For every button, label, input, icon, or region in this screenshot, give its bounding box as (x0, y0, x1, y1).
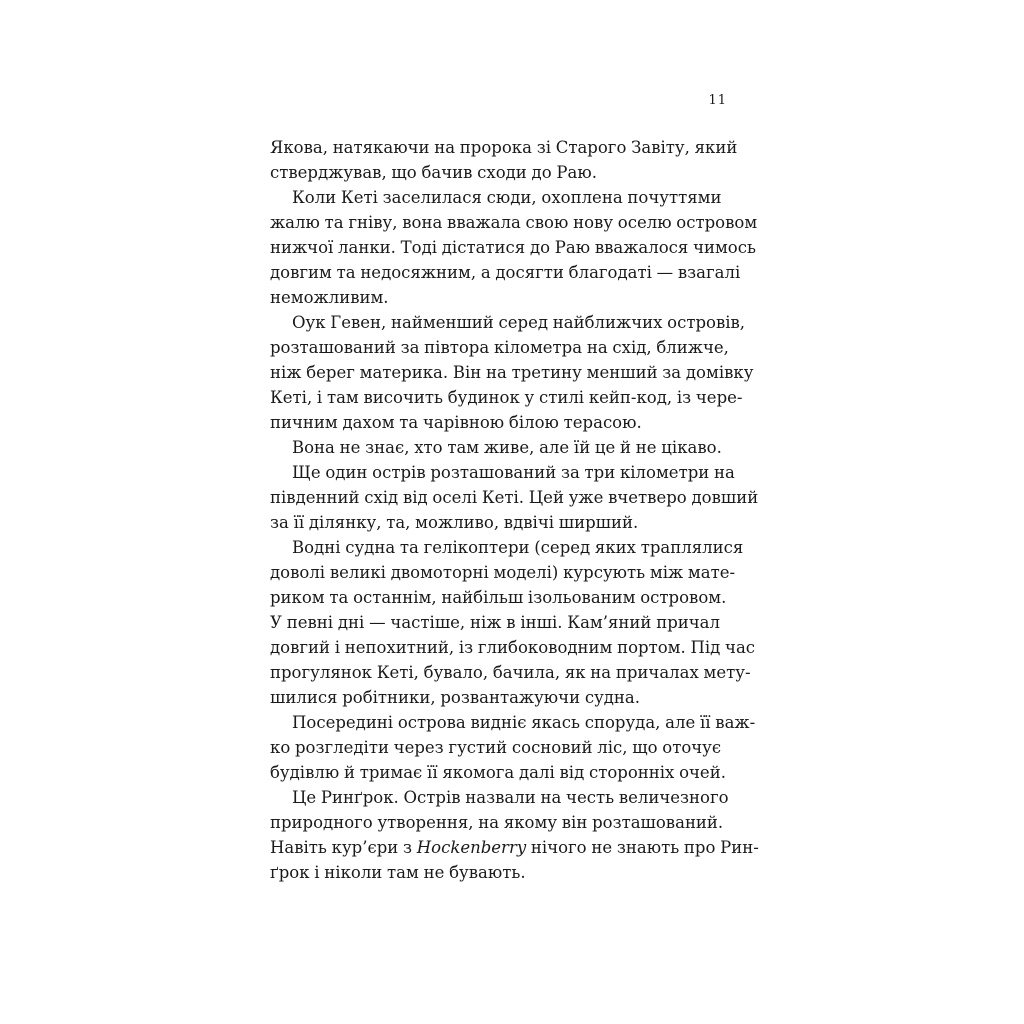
text-line: довгий і непохитний, із глибоководним портом. Під час (270, 638, 756, 657)
text-line: Якова, натякаючи на пророка зі Старого Завіту, який (270, 138, 738, 157)
text-line: Водні судна та гелікоптери (серед яких траплялися (292, 538, 744, 557)
text-line: У певні дні — частіше, ніж в інші. Кам’яний причал (270, 613, 720, 632)
text-line: Вона не знає, хто там живе, але їй це й не цікаво. (292, 438, 722, 457)
text-line: Оук Гевен, найменший серед найближчих островів, (292, 313, 746, 332)
text-line: риком та останнім, найбільш ізольованим островом. (270, 588, 727, 607)
text-line: будівлю й тримає її якомога далі від сторонніх очей. (270, 763, 726, 782)
text-line: пичним дахом та чарівною білою терасою. (270, 413, 642, 432)
text-line: Це Ринґрок. Острів назвали на честь величезного (292, 788, 729, 807)
text-line: жалю та гніву, вона вважала свою нову оселю островом (270, 213, 758, 232)
text-fragment: нічого не знають про Рин- (526, 838, 759, 857)
text-line: природного утворення, на якому він розташований. (270, 813, 724, 832)
text-line: Коли Кеті заселилася сюди, охоплена почуттями (292, 188, 722, 207)
text-line: ґрок і ніколи там не бувають. (270, 863, 526, 882)
text-line: неможливим. (270, 288, 389, 307)
text-line: за її ділянку, та, можливо, вдвічі ширший. (270, 513, 639, 532)
text-line: ко розгледіти через густий сосновий ліс, що оточує (270, 738, 722, 757)
text-line: Посередині острова видніє якась споруда, але її важ- (292, 713, 756, 732)
text-line: ніж берег материка. Він на третину менший за домівку (270, 363, 754, 382)
text-fragment: Навіть кур’єри з (270, 838, 417, 857)
text-line: доволі великі двомоторні моделі) курсують між мате- (270, 563, 736, 582)
text-line-with-italic (270, 835, 759, 860)
text-line: Ще один острів розташований за три кілометри на (292, 463, 735, 482)
text-line: прогулянок Кеті, бувало, бачила, як на причалах мету- (270, 663, 751, 682)
text-line: Кеті, і там височить будинок у стилі кейп-код, із чере- (270, 388, 743, 407)
text-line: шилися робітники, розвантажуючи судна. (270, 688, 641, 707)
body-text (270, 135, 759, 885)
italic-brand-name: Hockenberry (416, 838, 527, 857)
text-line: нижчої ланки. Тоді дістатися до Раю вважалося чимось (270, 238, 756, 257)
text-line: довгим та недосяжним, а досягти благодаті — взагалі (270, 263, 741, 282)
text-line: стверджував, що бачив сходи до Раю. (270, 163, 597, 182)
page-number: 11 (708, 93, 727, 108)
text-line: південний схід від оселі Кеті. Цей уже вчетверо довший (270, 488, 759, 507)
text-line: розташований за півтора кілометра на схід, ближче, (270, 338, 729, 357)
